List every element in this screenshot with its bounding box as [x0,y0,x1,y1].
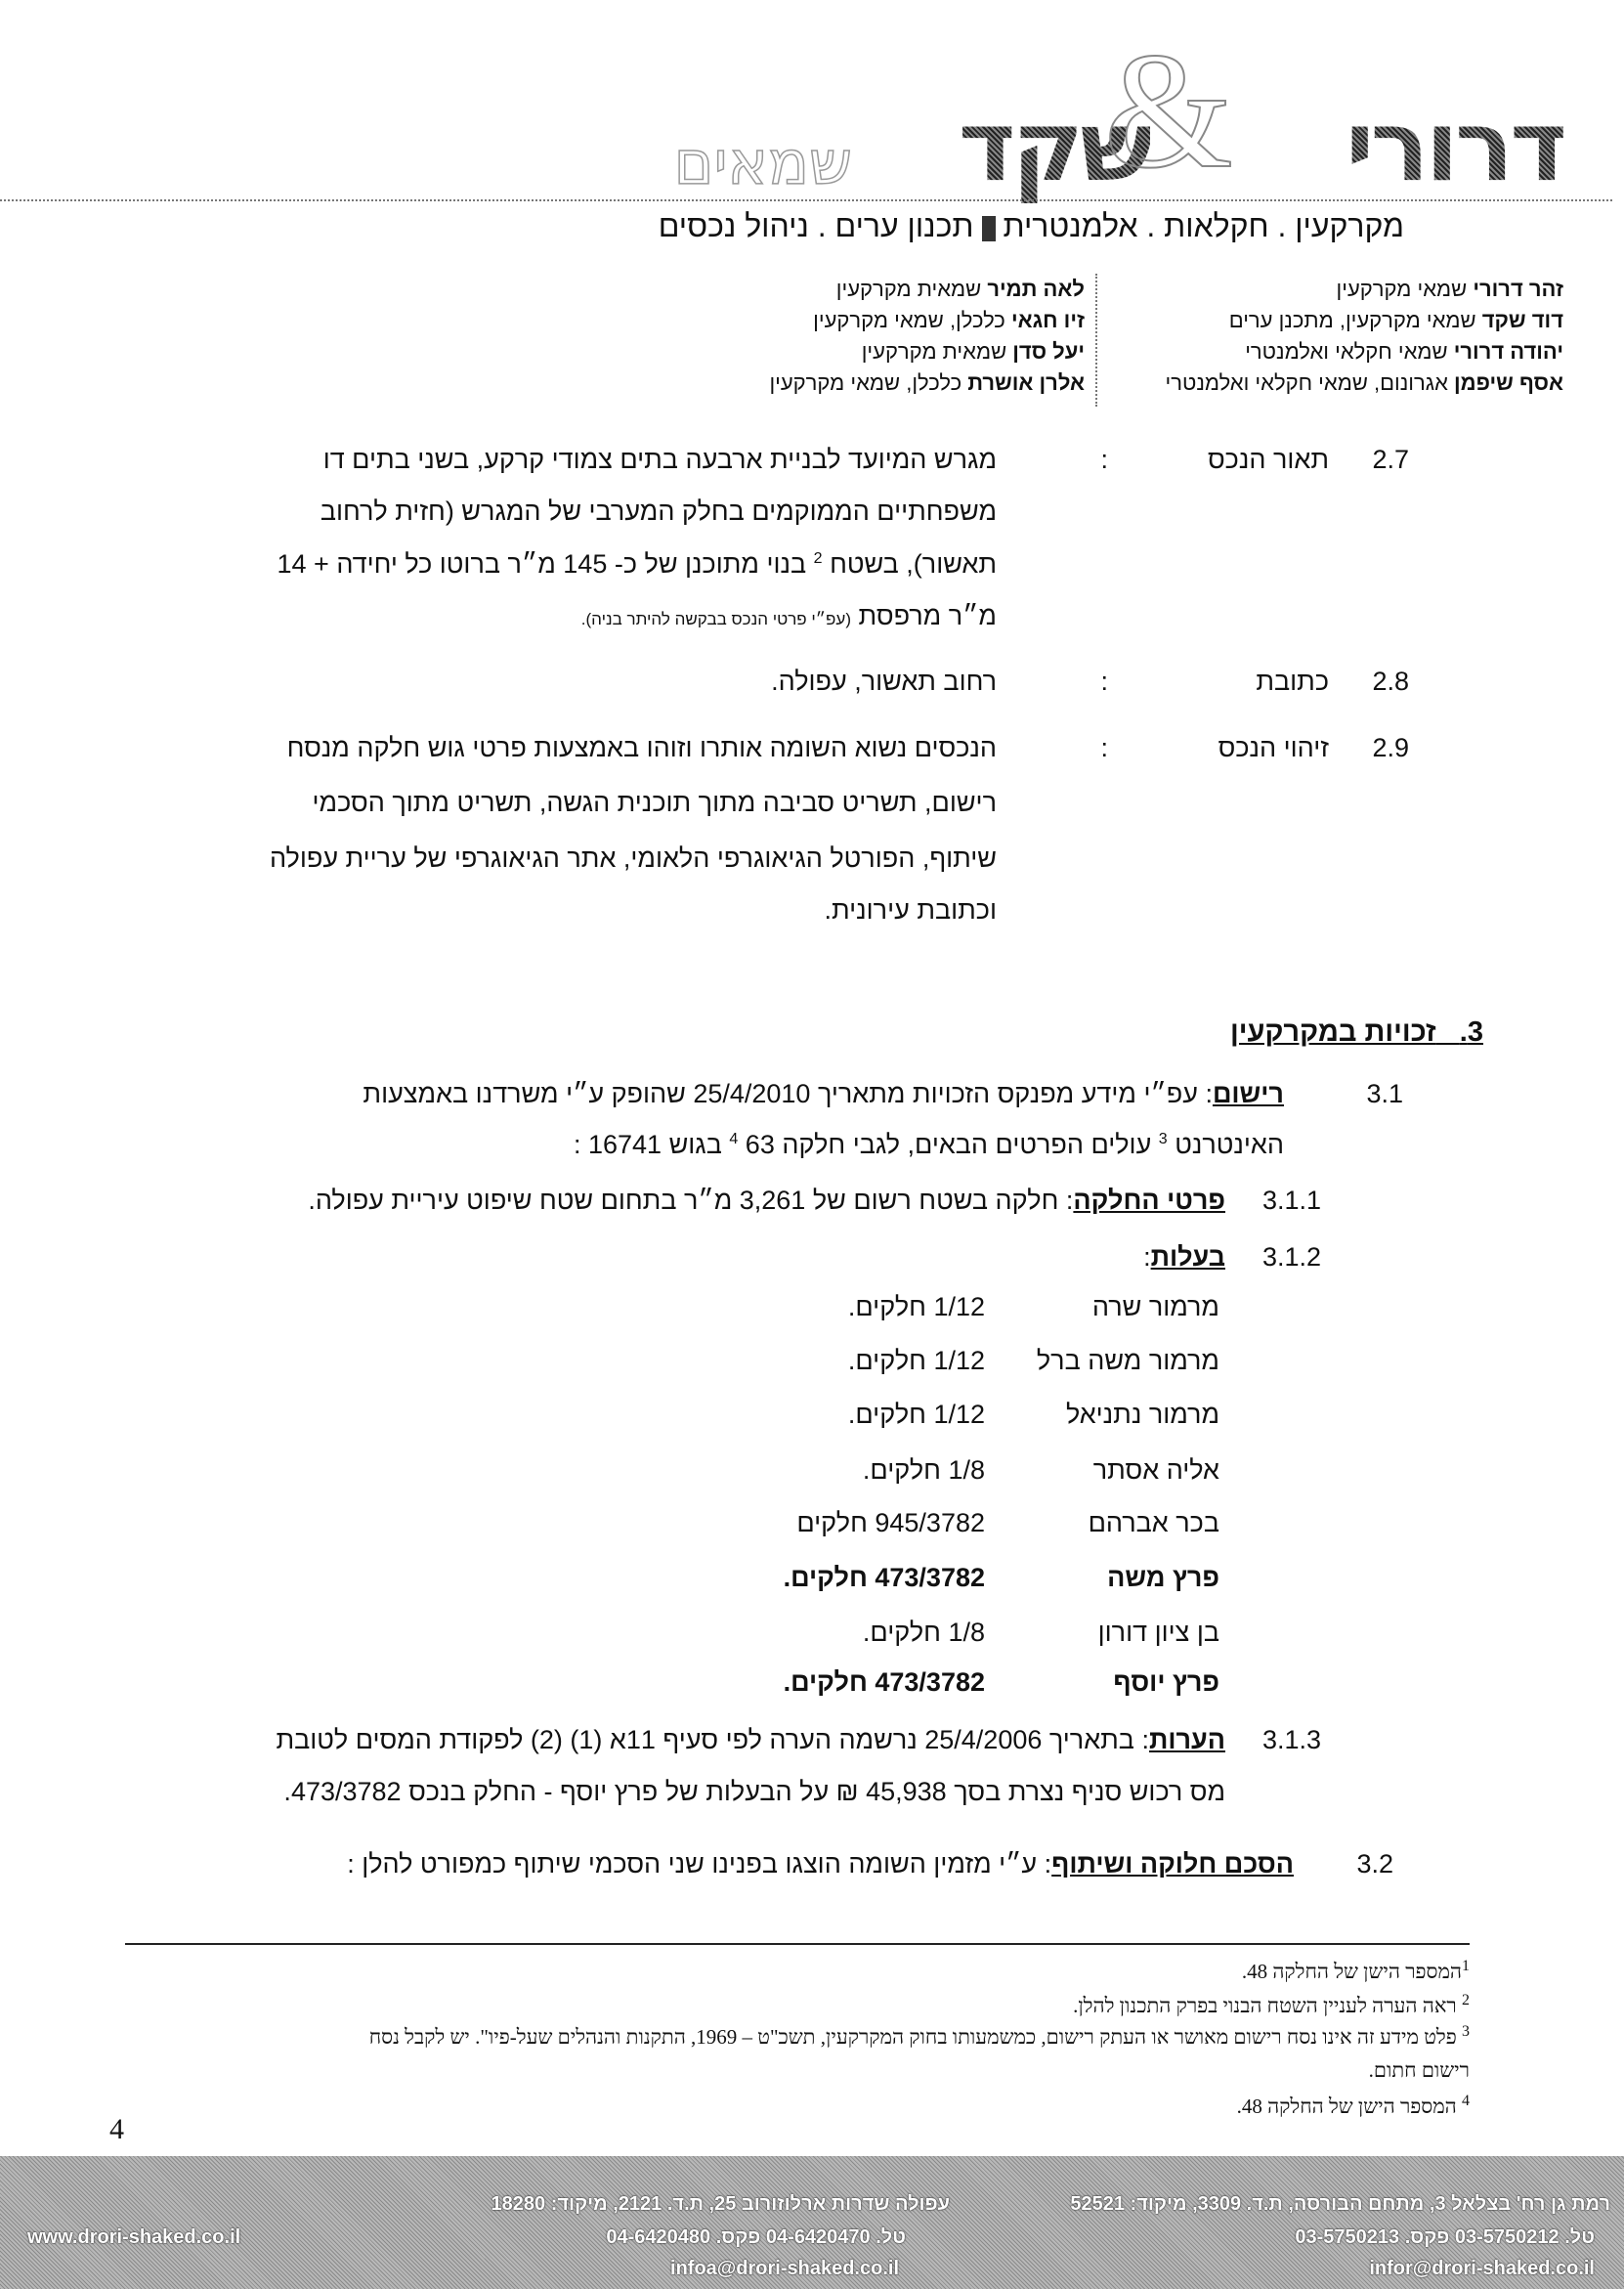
logo-drori: דרורי [1346,89,1563,203]
notes-line: מס רכוש סניף נצרת בסך 45,938 ₪ על הבעלות של פרץ יוסף - החלק בנכס 473/3782. [283,1777,1225,1806]
colon: : [1100,667,1108,696]
identification-line: שיתוף, הפורטל הגיאוגרפי הלאומי, אתר הגיאוגרפי של עריית עפולה [269,843,997,873]
footnote-divider [125,1943,1470,1945]
description-line: מגרש המיועד לבניית ארבעה בתים צמודי קרקע, בשני בתים דו [322,445,997,474]
footnote-continuation: רישום חתום. [1368,2058,1470,2082]
section-number: 3.1.3 [1261,1725,1321,1754]
ownership-label: בעלות: [1143,1242,1225,1272]
page-number: 4 [109,2113,124,2145]
section-number: 3.2 [1356,1849,1393,1879]
staff-divider [1095,274,1097,407]
footer [0,2156,1624,2289]
office1-email[interactable]: infor@drori-shaked.co.il [1369,2258,1595,2279]
colon: : [1100,445,1108,474]
footnote-ref: 2 [813,550,823,567]
owner-name: מרמור משה ברל [1036,1346,1219,1375]
owner-name: מרמור נתניאל [1065,1400,1219,1429]
staff-item: זהר דרורי שמאי מקרקעין [1336,277,1563,301]
section-number: 2.7 [1372,445,1409,474]
owner-share: 1/12 חלקים. [847,1400,985,1429]
office2-email[interactable]: infoa@drori-shaked.co.il [670,2258,899,2279]
description-line: תאשור), בשטח $^2$ בנוי מתוכנן של כ- 145 מ״ר ברוטו כל יחידה + 14 [277,549,997,579]
tagline [659,209,1404,243]
owner-share: 1/12 חלקים. [847,1346,985,1375]
owner-name: אליה אסתר [1092,1455,1219,1485]
office2-address: עפולה שדרות ארלוזורוב 25, ת.ד. 2121, מיקוד: 18280 [491,2193,950,2215]
staff-item: יעל סדן שמאית מקרקעין [861,339,1085,364]
logo-ampersand: & [1103,19,1233,202]
staff-item: לאה תמיר שמאית מקרקעין [835,277,1085,301]
section-number: 3.1.1 [1261,1186,1321,1215]
staff-item: אסף שיפמן אגרונום, שמאי חקלאי ואלמנטרי [1165,370,1563,395]
tagline-part1: מקרקעין . חקלאות . אלמנטרית [1003,208,1404,243]
logo-subtitle: שמאים [673,127,852,198]
section-label: זיהוי הנכס [1218,733,1329,762]
website-link[interactable]: www.drori-shaked.co.il [27,2226,241,2248]
owner-name: פרץ משה [1107,1563,1219,1592]
office1-phone: טל. 03-5750212 פקס. 03-5750213 [1295,2226,1595,2248]
agreement-line: הסכם חלוקה ושיתוף: ע״י מזמין השומה הוצגו בפנינו שני הסכמי שיתוף כמפורט להלן : [347,1849,1294,1879]
owner-share: 945/3782 חלקים [796,1508,985,1537]
owner-share: 473/3782 חלקים. [783,1667,985,1697]
notes-line: הערות: בתאריך 25/4/2006 נרשמה הערה לפי סעיף 11א (1) (2) לפקודת המסים לטובת [276,1725,1225,1754]
section-number: 2.8 [1372,667,1409,696]
registration-line: האינטרנט $^3$ עולים הפרטים הבאים, לגבי חלקה 63 $^4$ בגוש 16741 : [573,1130,1284,1159]
footnote: $^1$המספר הישן של החלקה 48. [1241,1958,1470,1983]
section-label: תאור הנכס [1207,445,1329,474]
description-line: מ״ר מרפסת (עפ״י פרטי הנכס בבקשה להיתר בניה). [580,601,997,630]
owner-share: 1/8 חלקים. [862,1618,985,1647]
address-text: רחוב תאשור, עפולה. [771,667,997,696]
staff-list-right [1166,274,1564,399]
section-number: 3.1 [1366,1079,1403,1108]
footnote: $^3$ פלט מידע זה אינו נסח רישום מאושר או העתק רישום, כמשמעותו בחוק המקרקעין, תשכ"ט – 1969, התקנות והנהלים שעל-פיו". יש לקבל נסח [368,2023,1470,2049]
staff-list-left [769,274,1085,399]
footnote: $^4$ המספר הישן של החלקה 48. [1236,2093,1470,2118]
owner-share: 1/12 חלקים. [847,1292,985,1321]
header-divider [0,199,1612,201]
identification-line: וכתובת עירונית. [824,895,997,925]
staff-item: יהודה דרורי שמאי חקלאי ואלמנטרי [1245,339,1563,364]
owner-share: 473/3782 חלקים. [783,1563,985,1592]
logo [958,89,1563,203]
staff-item: אלרן אושרת כלכלן, שמאי מקרקעין [769,370,1085,395]
owner-name: פרץ יוסף [1113,1667,1219,1697]
owner-share: 1/8 חלקים. [862,1455,985,1485]
description-line: משפחתיים הממוקמים בחלק המערבי של המגרש (חזית לרחוב [320,497,997,526]
section-label: כתובת [1256,667,1329,696]
logo-shaked: שקד [958,89,1151,203]
colon: : [1100,733,1108,762]
identification-line: רישום, תשריט סביבה מתוך תוכנית הגשה, תשריט מתוך הסכמי [312,788,997,817]
section-number: 2.9 [1372,733,1409,762]
tagline-part2: תכנון ערים . ניהול נכסים [658,208,974,243]
parcel-details: פרטי החלקה: חלקה בשטח רשום של 3,261 מ״ר בתחום שטח שיפוט עיריית עפולה. [308,1186,1225,1215]
registration-line: רישום: עפ״י מידע מפנקס הזכויות מתאריך 25/4/2010 שהופק ע״י משרדנו באמצעות [363,1079,1284,1108]
staff-item: זיו חגאי כלכלן, שמאי מקרקעין [813,308,1085,332]
section-number: 3.1.2 [1261,1242,1321,1272]
section-heading: 3. זכויות במקרקעין [1230,1016,1483,1048]
footnote: $^2$ ראה הערה לעניין השטח הבנוי בפרק התכנון להלן. [1073,1992,1470,2017]
identification-line: הנכסים נשוא השומה אותרו וזוהו באמצעות פרטי גוש חלקה מנסח [286,733,997,762]
owner-name: מרמור שרה [1091,1292,1219,1321]
tagline-square-icon [982,216,996,241]
office1-address: רמת גן רח' בצלאל 3, מתחם הבורסה, ת.ד. 3309, מיקוד: 52521 [1070,2193,1610,2215]
office2-phone: טל. 04-6420470 פקס. 04-6420480 [606,2226,906,2248]
owner-name: בן ציון דורון [1097,1618,1219,1647]
owner-name: בכר אברהם [1088,1508,1219,1537]
staff-item: דוד שקד שמאי מקרקעין, מתכנן ערים [1228,308,1563,332]
